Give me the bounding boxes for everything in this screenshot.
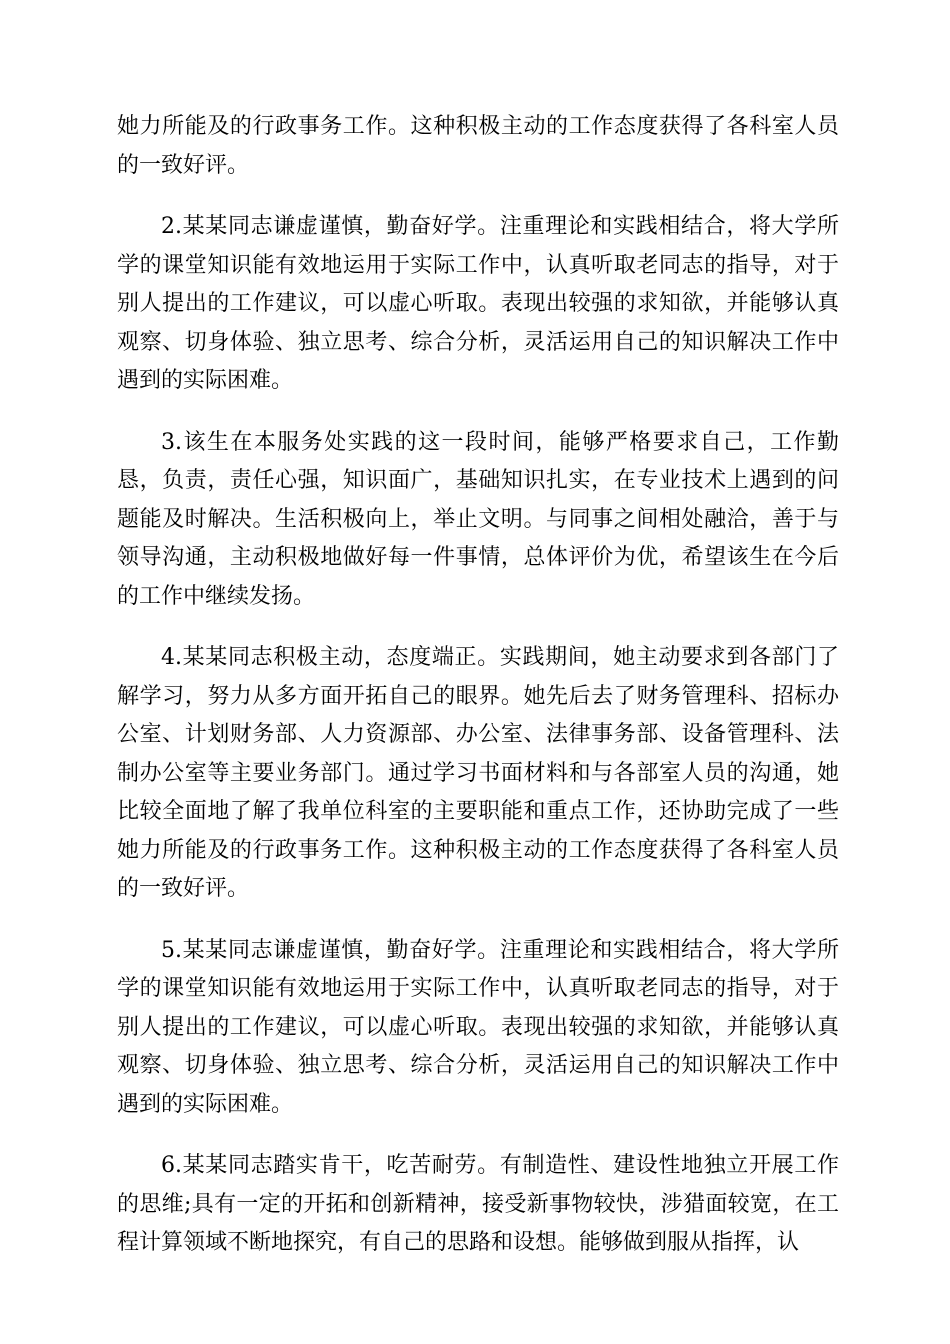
paragraph-item-6: 6.某某同志踏实肯干，吃苦耐劳。有制造性、建设性地独立开展工作的思维;具有一定的开拓和创新精神，接受新事物较快，涉猎面较宽，在工程计算领域不断地探究，有自己的思路和设想。能够做到服从指挥，认 [117, 1153, 839, 1255]
document-page [117, 108, 839, 1286]
paragraph-item-3: 3.该生在本服务处实践的这一段时间，能够严格要求自己，工作勤恳，负责，责任心强，知识面广，基础知识扎实，在专业技术上遇到的问题能及时解决。生活积极向上，举止文明。与同事之间相处融洽，善于与领导沟通，主动积极地做好每一件事情，总体评价为优，希望该生在今后的工作中继续发扬。 [117, 429, 839, 609]
paragraph-item-4: 4.某某同志积极主动，态度端正。实践期间，她主动要求到各部门了解学习，努力从多方面开拓自己的眼界。她先后去了财务管理科、招标办公室、计划财务部、人力资源部、办公室、法律事务部、设备管理科、法制办公室等主要业务部门。通过学习书面材料和与各部室人员的沟通，她比较全面地了解了我单位科室的主要职能和重点工作，还协助完成了一些她力所能及的行政事务工作。这种积极主动的工作态度获得了各科室人员的一致好评。 [117, 645, 839, 901]
paragraph-item-2: 2.某某同志谦虚谨慎，勤奋好学。注重理论和实践相结合，将大学所学的课堂知识能有效地运用于实际工作中，认真听取老同志的指导，对于别人提出的工作建议，可以虚心听取。表现出较强的求知欲，并能够认真观察、切身体验、独立思考、综合分析，灵活运用自己的知识解决工作中遇到的实际困难。 [117, 214, 839, 393]
paragraph-continuation: 她力所能及的行政事务工作。这种积极主动的工作态度获得了各科室人员的一致好评。 [117, 114, 839, 178]
paragraph-item-5: 5.某某同志谦虚谨慎，勤奋好学。注重理论和实践相结合，将大学所学的课堂知识能有效地运用于实际工作中，认真听取老同志的指导，对于别人提出的工作建议，可以虚心听取。表现出较强的求知欲，并能够认真观察、切身体验、独立思考、综合分析，灵活运用自己的知识解决工作中遇到的实际困难。 [117, 937, 839, 1117]
